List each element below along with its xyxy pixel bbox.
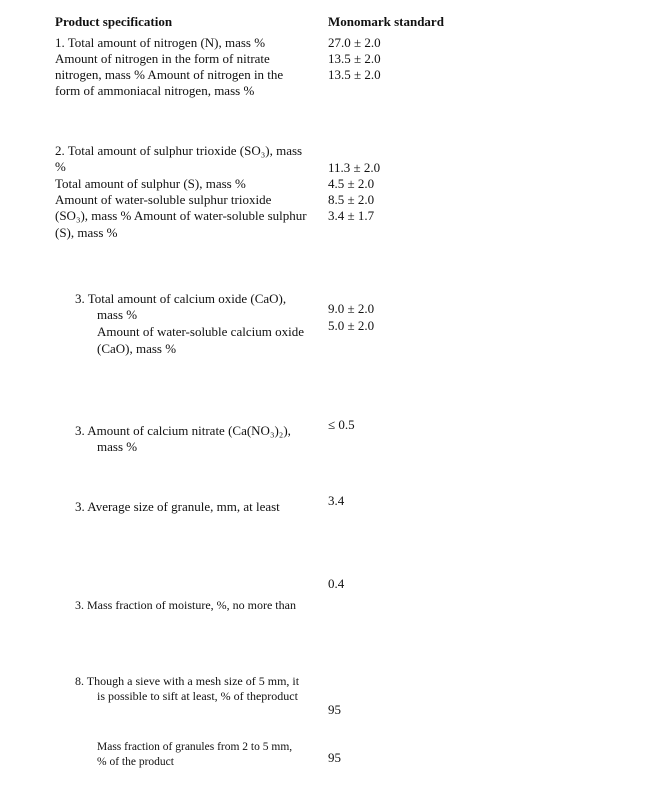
spec-value: 11.3 ± 2.0 bbox=[328, 160, 381, 175]
spec-value: ≤ 0.5 bbox=[328, 417, 355, 432]
spec-value: 3.4 bbox=[328, 493, 345, 508]
spec-line: 8. Though a sieve with a mesh size of 5 mm, it bbox=[75, 674, 300, 688]
spec-value: 27.0 ± 2.0 bbox=[328, 35, 381, 50]
spec-line: (SO₃), mass % Amount of water-soluble sulphur bbox=[55, 208, 307, 223]
spec-value: 5.0 ± 2.0 bbox=[328, 318, 375, 333]
spec-line: mass % bbox=[97, 307, 138, 322]
spec-value: 8.5 ± 2.0 bbox=[328, 192, 375, 207]
product-specification-heading: Product specification bbox=[55, 14, 173, 29]
spec-line: Amount of water-soluble sulphur trioxide bbox=[55, 192, 272, 207]
spec-line: 3. Mass fraction of moisture, %, no more than bbox=[75, 598, 296, 612]
spec-line: Amount of water-soluble calcium oxide bbox=[97, 324, 304, 339]
spec-value: 13.5 ± 2.0 bbox=[328, 67, 381, 82]
spec-line: % of the product bbox=[97, 756, 174, 768]
spec-line: (S), mass % bbox=[55, 225, 118, 240]
spec-line: 3. Total amount of calcium oxide (CaO), bbox=[75, 291, 287, 306]
spec-line: (CaO), mass % bbox=[97, 341, 177, 356]
spec-value: 95 bbox=[328, 702, 341, 717]
spec-line: 1. Total amount of nitrogen (N), mass % bbox=[55, 35, 266, 50]
spec-value: 9.0 ± 2.0 bbox=[328, 301, 375, 316]
spec-line: % bbox=[55, 159, 66, 174]
spec-line: nitrogen, mass % Amount of nitrogen in the bbox=[55, 67, 284, 82]
spec-line: is possible to sift at least, % of theproduct bbox=[97, 689, 298, 703]
spec-value: 3.4 ± 1.7 bbox=[328, 208, 375, 223]
spec-value: 95 bbox=[328, 750, 341, 765]
spec-value: 4.5 ± 2.0 bbox=[328, 176, 375, 191]
spec-line: Total amount of sulphur (S), mass % bbox=[55, 176, 246, 191]
spec-line: form of ammoniacal nitrogen, mass % bbox=[55, 83, 255, 98]
spec-line: Amount of nitrogen in the form of nitrate bbox=[55, 51, 270, 66]
spec-value: 13.5 ± 2.0 bbox=[328, 51, 381, 66]
spec-line: Mass fraction of granules from 2 to 5 mm, bbox=[97, 741, 293, 753]
spec-line: 3. Average size of granule, mm, at least bbox=[75, 499, 280, 514]
monomark-standard-heading: Monomark standard bbox=[328, 14, 444, 29]
spec-line: mass % bbox=[97, 439, 138, 454]
spec-value: 0.4 bbox=[328, 576, 345, 591]
spec-line: 2. Total amount of sulphur trioxide (SO₃), mass bbox=[55, 143, 303, 158]
spec-line: 3. Amount of calcium nitrate (Ca(NO₃)₂), bbox=[75, 423, 291, 438]
